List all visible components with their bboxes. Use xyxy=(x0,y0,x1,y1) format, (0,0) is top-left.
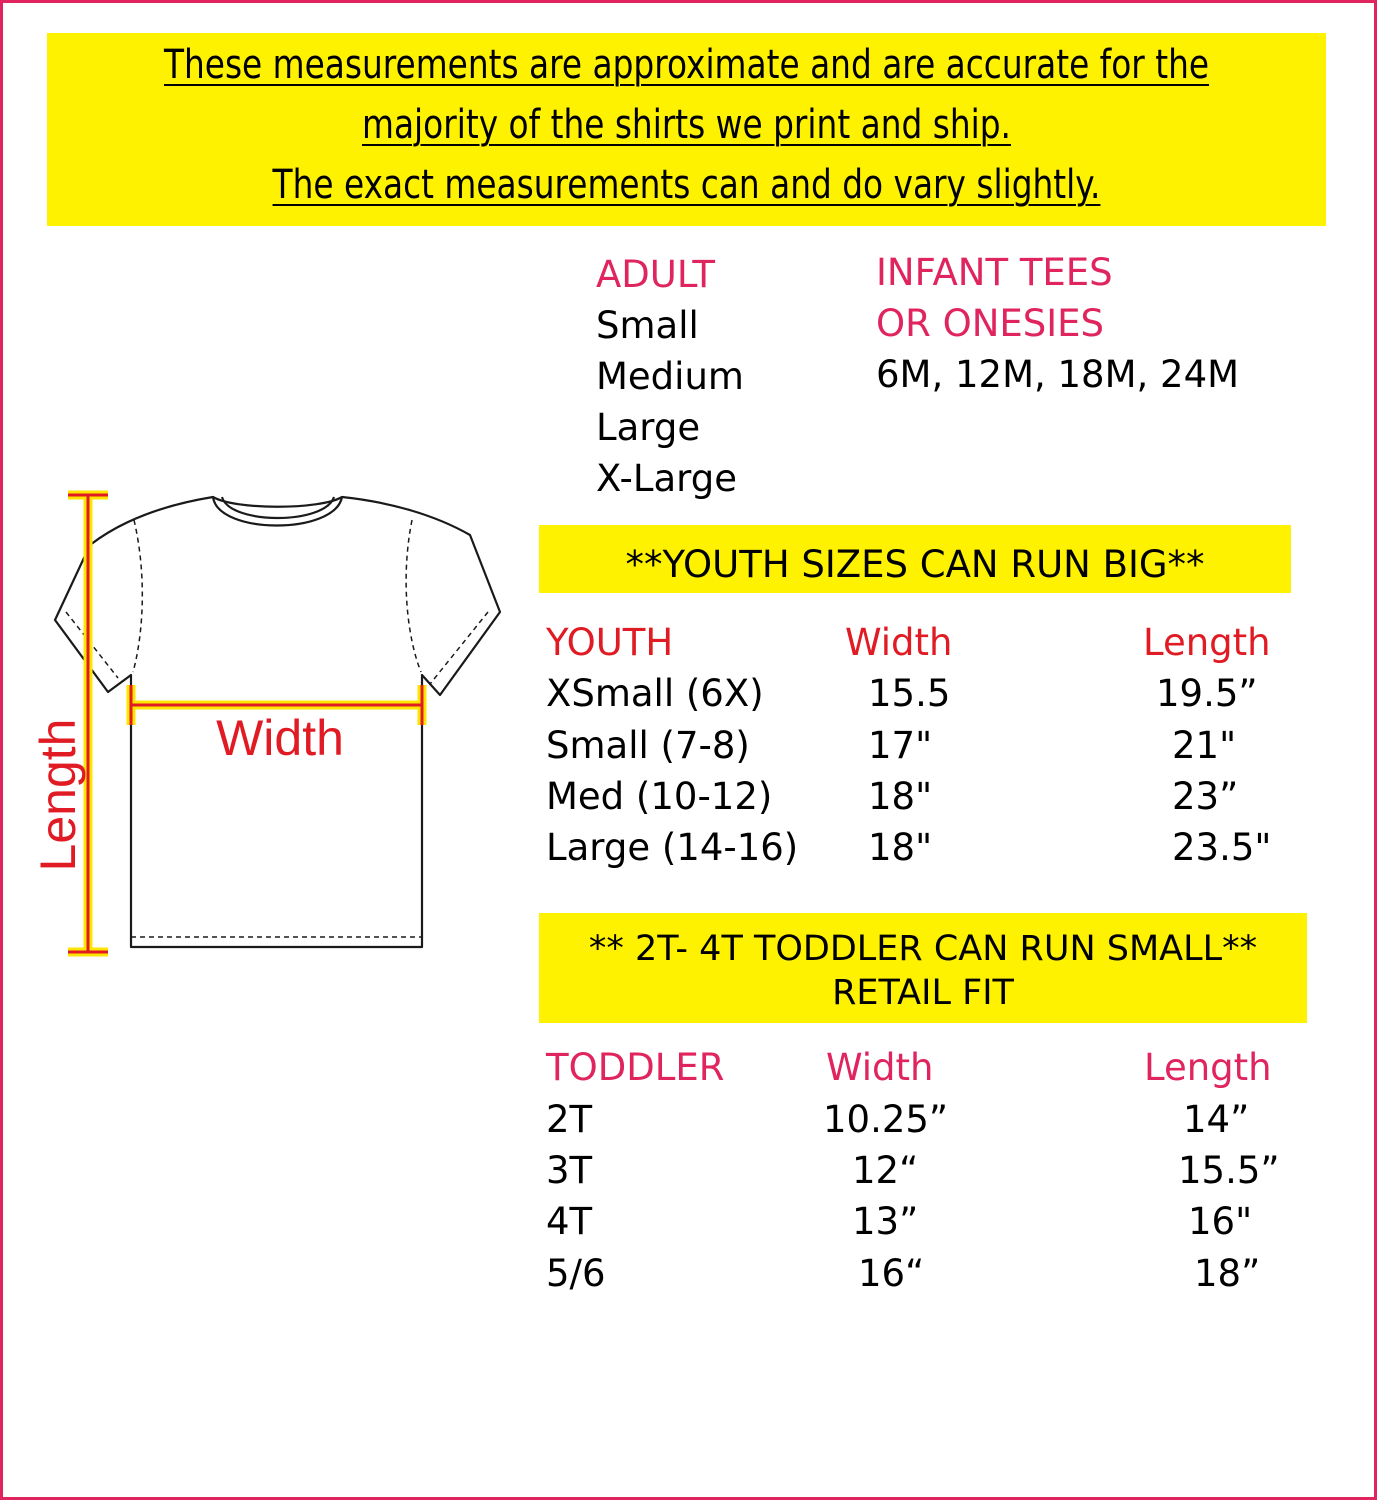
youth-row-width: 15.5 xyxy=(868,672,951,715)
youth-row-length: 19.5” xyxy=(1156,672,1258,715)
youth-row-width: 18" xyxy=(868,775,933,818)
youth-row-size: Large (14-16) xyxy=(546,826,799,869)
adult-size: Large xyxy=(596,406,701,449)
toddler-row-size: 2T xyxy=(546,1098,593,1141)
length-label: Length xyxy=(30,718,86,872)
toddler-row-size: 4T xyxy=(546,1200,593,1243)
disclaimer-line-1: These measurements are approximate and are accurate for the xyxy=(163,42,1210,88)
youth-header-width: Width xyxy=(845,621,953,664)
toddler-row-length: 18” xyxy=(1194,1252,1261,1295)
infant-sizes: 6M, 12M, 18M, 24M xyxy=(876,353,1240,396)
adult-size: Medium xyxy=(596,355,744,398)
toddler-warning-banner xyxy=(539,913,1307,1023)
toddler-row-size: 5/6 xyxy=(546,1252,606,1295)
toddler-row-width: 10.25” xyxy=(823,1098,949,1141)
toddler-row-length: 16" xyxy=(1188,1200,1253,1243)
toddler-header-size: TODDLER xyxy=(546,1046,725,1089)
youth-row-length: 23” xyxy=(1172,775,1239,818)
toddler-row-width: 12“ xyxy=(852,1149,919,1192)
toddler-header-length: Length xyxy=(1144,1046,1272,1089)
toddler-row-width: 16“ xyxy=(858,1252,925,1295)
infant-heading-line-2: OR ONESIES xyxy=(876,302,1105,345)
youth-row-size: Small (7-8) xyxy=(546,724,750,767)
adult-heading: ADULT xyxy=(596,253,716,296)
disclaimer-line-3: The exact measurements can and do vary slightly. xyxy=(272,162,1101,208)
disclaimer-line-2: majority of the shirts we print and ship. xyxy=(362,102,1011,148)
toddler-warning-line-2: RETAIL FIT xyxy=(832,973,1014,1013)
youth-row-width: 18" xyxy=(868,826,933,869)
disclaimer-banner xyxy=(47,33,1326,226)
adult-size: Small xyxy=(596,304,699,347)
youth-header-length: Length xyxy=(1143,621,1271,664)
toddler-row-width: 13” xyxy=(852,1200,919,1243)
infant-heading-line-1: INFANT TEES xyxy=(876,251,1113,294)
tshirt-measurement-diagram xyxy=(30,480,530,980)
width-label: Width xyxy=(216,710,344,766)
adult-size: X-Large xyxy=(596,457,737,500)
youth-row-size: XSmall (6X) xyxy=(546,672,764,715)
toddler-header-width: Width xyxy=(826,1046,934,1089)
youth-warning-banner: **YOUTH SIZES CAN RUN BIG** xyxy=(539,525,1291,593)
youth-row-length: 23.5" xyxy=(1172,826,1272,869)
toddler-row-length: 15.5” xyxy=(1178,1149,1280,1192)
youth-row-size: Med (10-12) xyxy=(546,775,773,818)
youth-header-size: YOUTH xyxy=(546,621,674,664)
youth-row-length: 21" xyxy=(1172,724,1237,767)
toddler-warning-line-1: ** 2T- 4T TODDLER CAN RUN SMALL** xyxy=(588,929,1258,969)
toddler-row-size: 3T xyxy=(546,1149,593,1192)
youth-row-width: 17" xyxy=(868,724,933,767)
toddler-row-length: 14” xyxy=(1183,1098,1250,1141)
